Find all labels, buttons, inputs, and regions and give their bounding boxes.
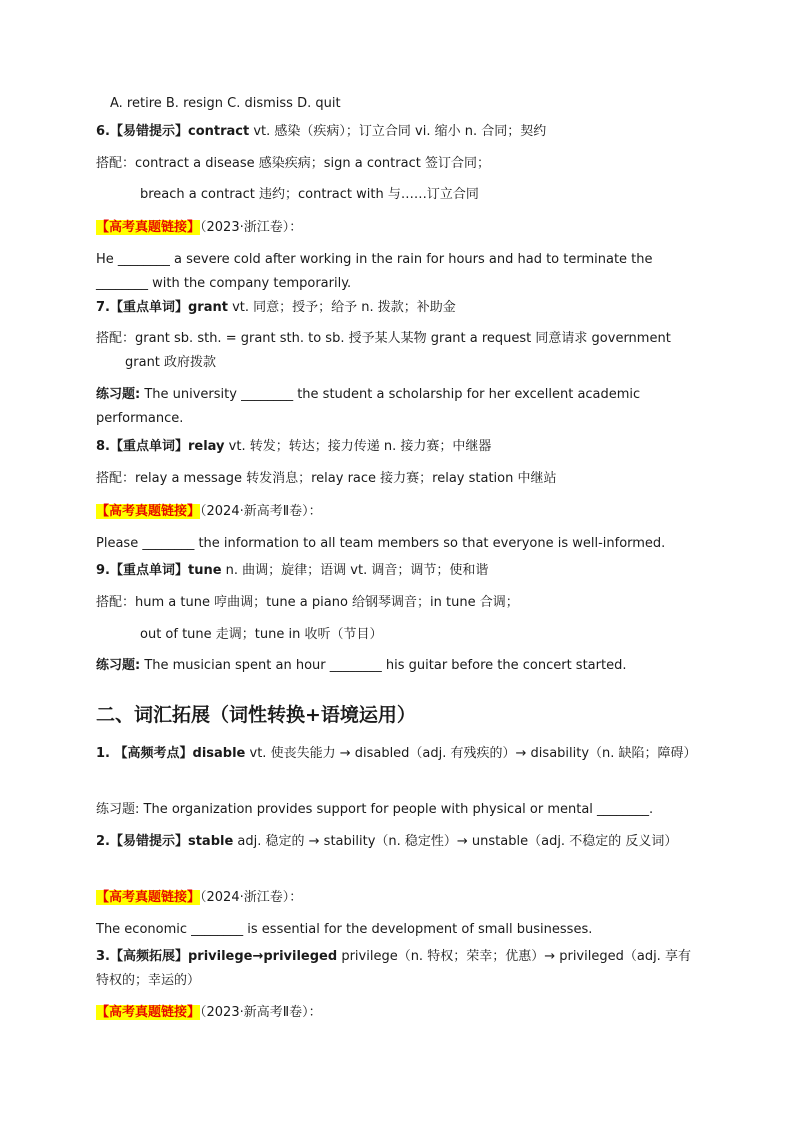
exam-link-label: 【高考真题链接】 xyxy=(96,220,201,235)
expand-1-definition: vt. 使丧失能力 → disabled（adj. 有残疾的）→ disability（n. 缺陷；障碍） xyxy=(245,746,697,761)
item-9-collocation-cont: out of tune 走调；tune in 收听（节目） xyxy=(140,627,383,642)
exam-source: （2023·浙江卷）： xyxy=(200,220,303,235)
expand-1-word: 1. 【高频考点】disable xyxy=(96,746,246,761)
expand-1 xyxy=(96,742,702,766)
item-7-definition: vt. 同意；授予；给予 n. 拨款；补助金 xyxy=(227,300,456,315)
expand-2-definition: adj. 稳定的 → stability（n. 稳定性）→ unstable（adj. 不稳定的 反义词） xyxy=(233,834,678,849)
item-6-heading xyxy=(96,120,702,144)
item-9-definition: n. 曲调；旋律；语调 vt. 调音；调节；使和谐 xyxy=(221,563,489,578)
exam-source: （2024·新高考Ⅱ卷）： xyxy=(200,504,322,519)
item-6-collocation-cont: breach a contract 违约；contract with 与……订立合同 xyxy=(140,187,479,202)
item-9-collocation: 搭配：hum a tune 哼曲调；tune a piano 给钢琴调音；in tune 合调； xyxy=(96,595,519,610)
options-line: A. retire B. resign C. dismiss D. quit xyxy=(110,96,341,111)
item-7-word: 7.【重点单词】grant xyxy=(96,300,228,315)
item-8-word: 8.【重点单词】relay xyxy=(96,439,225,454)
exercise-text: The university ________ the student a scholarship for her excellent academic performance. xyxy=(96,387,641,426)
expand-2-sentence: The economic ________ is essential for the development of small businesses. xyxy=(96,922,593,937)
exam-link-label: 【高考真题链接】 xyxy=(96,890,201,905)
exercise-label: 练习题: xyxy=(96,387,141,402)
item-8-sentence: Please ________ the information to all team members so that everyone is well-informed. xyxy=(96,536,666,551)
exercise-label: 练习题: xyxy=(96,658,141,673)
exam-source: （2023·新高考Ⅱ卷）： xyxy=(200,1005,322,1020)
section-2-title: 二、词汇拓展（词性转换+语境运用） xyxy=(96,704,416,726)
item-6-exam-link xyxy=(96,216,702,240)
expand-3 xyxy=(96,945,702,993)
expand-2-word: 2.【易错提示】stable xyxy=(96,834,234,849)
item-9-heading xyxy=(96,559,702,583)
item-9-word: 9.【重点单词】tune xyxy=(96,563,222,578)
item-6-definition: vt. 感染（疾病）；订立合同 vi. 缩小 n. 合同；契约 xyxy=(249,124,547,139)
item-7-exercise xyxy=(96,383,702,431)
exam-link-label: 【高考真题链接】 xyxy=(96,504,201,519)
exercise-text: The musician spent an hour ________ his guitar before the concert started. xyxy=(140,658,627,673)
item-6-sentence: He ________ a severe cold after working in the rain for hours and had to terminate the ________ with the company temporarily. xyxy=(96,252,653,291)
expand-2 xyxy=(96,830,702,854)
expand-2-exam-link xyxy=(96,886,702,910)
item-8-exam-link xyxy=(96,500,702,524)
item-6-word: 6.【易错提示】contract xyxy=(96,124,250,139)
expand-3-word: 3.【高频拓展】privilege→privileged xyxy=(96,949,338,964)
expand-3-exam-link xyxy=(96,1001,702,1025)
item-6-collocation: 搭配：contract a disease 感染疾病；sign a contract 签订合同； xyxy=(96,156,490,171)
item-8-heading xyxy=(96,435,702,459)
expand-3-definition: privilege（n. 特权；荣幸；优惠）→ privileged（adj. 享有特权的；幸运的） xyxy=(96,949,691,988)
item-7-collocation: 搭配：grant sb. sth. = grant sth. to sb. 授予某人某物 grant a request 同意请求 government grant 政府拨款 xyxy=(96,331,671,370)
item-8-definition: vt. 转发；转达；接力传递 n. 接力赛；中继器 xyxy=(224,439,492,454)
item-8-collocation: 搭配：relay a message 转发消息；relay race 接力赛；relay station 中继站 xyxy=(96,471,557,486)
item-7-heading xyxy=(96,296,702,320)
item-9-exercise xyxy=(96,654,702,678)
exam-source: （2024·浙江卷）： xyxy=(200,890,303,905)
expand-1-exercise: 练习题: The organization provides support for people with physical or mental ________. xyxy=(96,802,654,817)
exam-link-label: 【高考真题链接】 xyxy=(96,1005,201,1020)
